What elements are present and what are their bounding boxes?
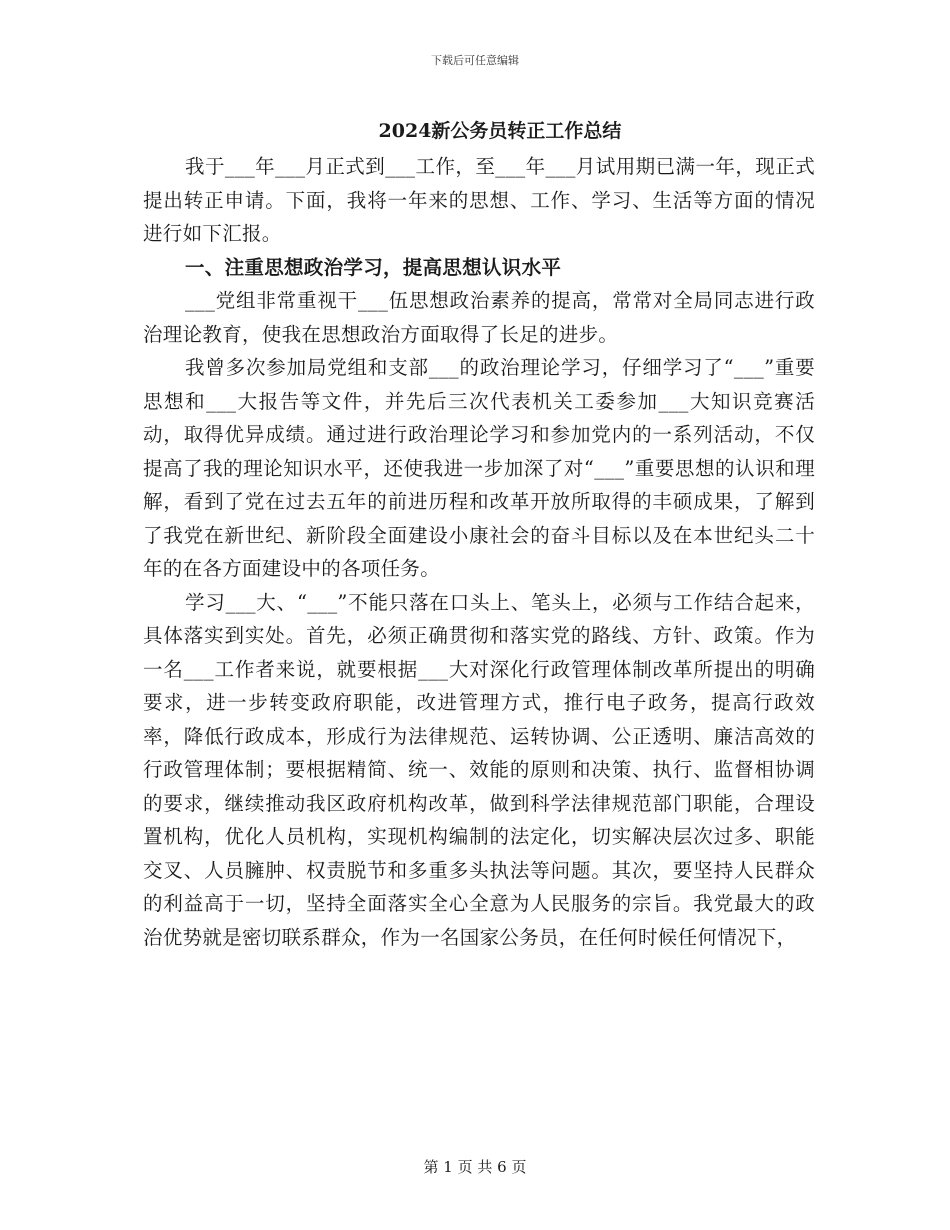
body-paragraph: 我曾多次参加局党组和支部___的政治理论学习，仔细学习了“___”重要思想和___大报告等文件，并先后三次代表机关工委参加___大知识竞赛活动，取得优异成绩。通过进行政治理论学习和参加党内的一系列活动，不仅提高了我的理论知识水平，还使我进一步加深了对“___”重要思想的认识和理解，看到了党在过去五年的前进历程和改革开放所取得的丰硕成果，了解到了我党在新世纪、新阶段全面建设小康社会的奋斗目标以及在本世纪头二十年的在各方面建设中的各项任务。 — [143, 356, 815, 580]
page-number: 第 1 页 共 6 页 — [423, 1158, 527, 1176]
body-paragraph: ___党组非常重视干___伍思想政治素养的提高，常常对全局同志进行政治理论教育，使我在思想政治方面取得了长足的进步。 — [143, 289, 815, 346]
page-header-note: 下载后可任意编辑 — [431, 54, 519, 67]
document-title: 2024新公务员转正工作总结 — [378, 120, 622, 142]
document-body — [143, 150, 815, 954]
section-heading-1: 一、注重思想政治学习，提高思想认识水平 — [185, 255, 562, 279]
body-paragraph: 学习___大、“___”不能只落在口头上、笔头上，必须与工作结合起来，具体落实到实处。首先，必须正确贯彻和落实党的路线、方针、政策。作为一名___工作者来说，就要根据___大对深化行政管理体制改革所提出的明确要求，进一步转变政府职能，改进管理方式，推行电子政务，提高行政效率，降低行政成本，形成行为法律规范、运转协调、公正透明、廉洁高效的行政管理体制；要根据精简、统一、效能的原则和决策、执行、监督相协调的要求，继续推动我区政府机构改革，做到科学法律规范部门职能，合理设置机构，优化人员机构，实现机构编制的法定化，切实解决层次过多、职能交叉、人员臃肿、权责脱节和多重多头执法等问题。其次，要坚持人民群众的利益高于一切，坚持全面落实全心全意为人民服务的宗旨。我党最大的政治优势就是密切联系群众，作为一名国家公务员，在任何时候任何情况下， — [143, 590, 815, 949]
intro-paragraph: 我于___年___月正式到___工作，至___年___月试用期已满一年，现正式提出转正申请。下面，我将一年来的思想、工作、学习、生活等方面的情况进行如下汇报。 — [143, 155, 815, 245]
